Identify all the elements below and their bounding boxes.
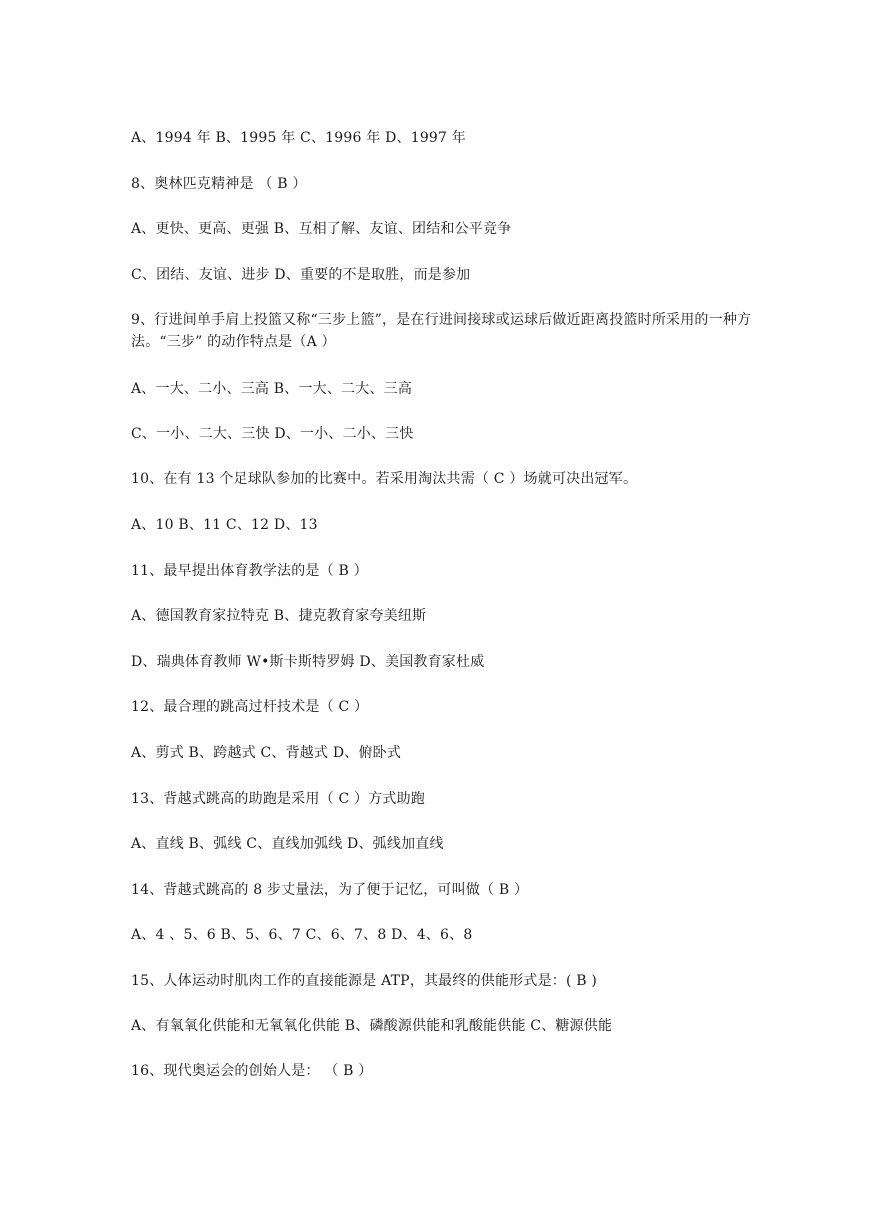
answer-options-q8-line1: A、更快、更高、更强 B、互相了解、友谊、团结和公平竞争 <box>131 221 512 237</box>
question-10: 10、在有 13 个足球队参加的比赛中。若采用淘汰共需（ C ）场就可决出冠军。 <box>131 471 638 487</box>
answer-options-q13: A、直线 B、弧线 C、直线加弧线 D、弧线加直线 <box>131 836 444 852</box>
answer-options-q7: A、1994 年 B、1995 年 C、1996 年 D、1997 年 <box>131 130 467 146</box>
answer-options-q15: A、有氧氧化供能和无氧氧化供能 B、磷酸源供能和乳酸能供能 C、糖源供能 <box>131 1018 613 1034</box>
answer-options-q14: A、4 、5、6 B、5、6、7 C、6、7、8 D、4、6、8 <box>131 927 473 943</box>
question-8: 8、奥林匹克精神是 （ B ） <box>131 176 307 192</box>
question-15: 15、人体运动时肌肉工作的直接能源是 ATP，其最终的供能形式是：( B ) <box>131 973 598 989</box>
answer-options-q12: A、剪式 B、跨越式 C、背越式 D、俯卧式 <box>131 745 402 761</box>
question-9: 9、行进间单手肩上投篮又称“三步上篮”，是在行进间接球或运球后做近距离投篮时所采用的一种方法。“三步” 的动作特点是（A ） <box>131 312 752 350</box>
question-16: 16、现代奥运会的创始人是： （ B ） <box>131 1063 373 1079</box>
question-14: 14、背越式跳高的 8 步丈量法，为了便于记忆，可叫做（ B ） <box>131 882 529 898</box>
question-11: 11、最早提出体育教学法的是（ B ） <box>131 563 368 579</box>
answer-options-q11-line1: A、德国教育家拉特克 B、捷克教育家夸美纽斯 <box>131 608 427 624</box>
answer-options-q8-line2: C、团结、友谊、进步 D、重要的不是取胜，而是参加 <box>131 267 471 283</box>
answer-options-q11-line2: D、瑞典体育教师 W•斯卡斯特罗姆 D、美国教育家杜威 <box>131 654 485 670</box>
question-13: 13、背越式跳高的助跑是采用（ C ）方式助跑 <box>131 791 426 807</box>
answer-options-q10: A、10 B、11 C、12 D、13 <box>131 517 318 533</box>
answer-options-q9-line1: A、一大、二小、三高 B、一大、二大、三高 <box>131 381 413 397</box>
question-12: 12、最合理的跳高过杆技术是（ C ） <box>131 699 369 715</box>
answer-options-q9-line2: C、一小、二大、三快 D、一小、二小、三快 <box>131 426 414 442</box>
